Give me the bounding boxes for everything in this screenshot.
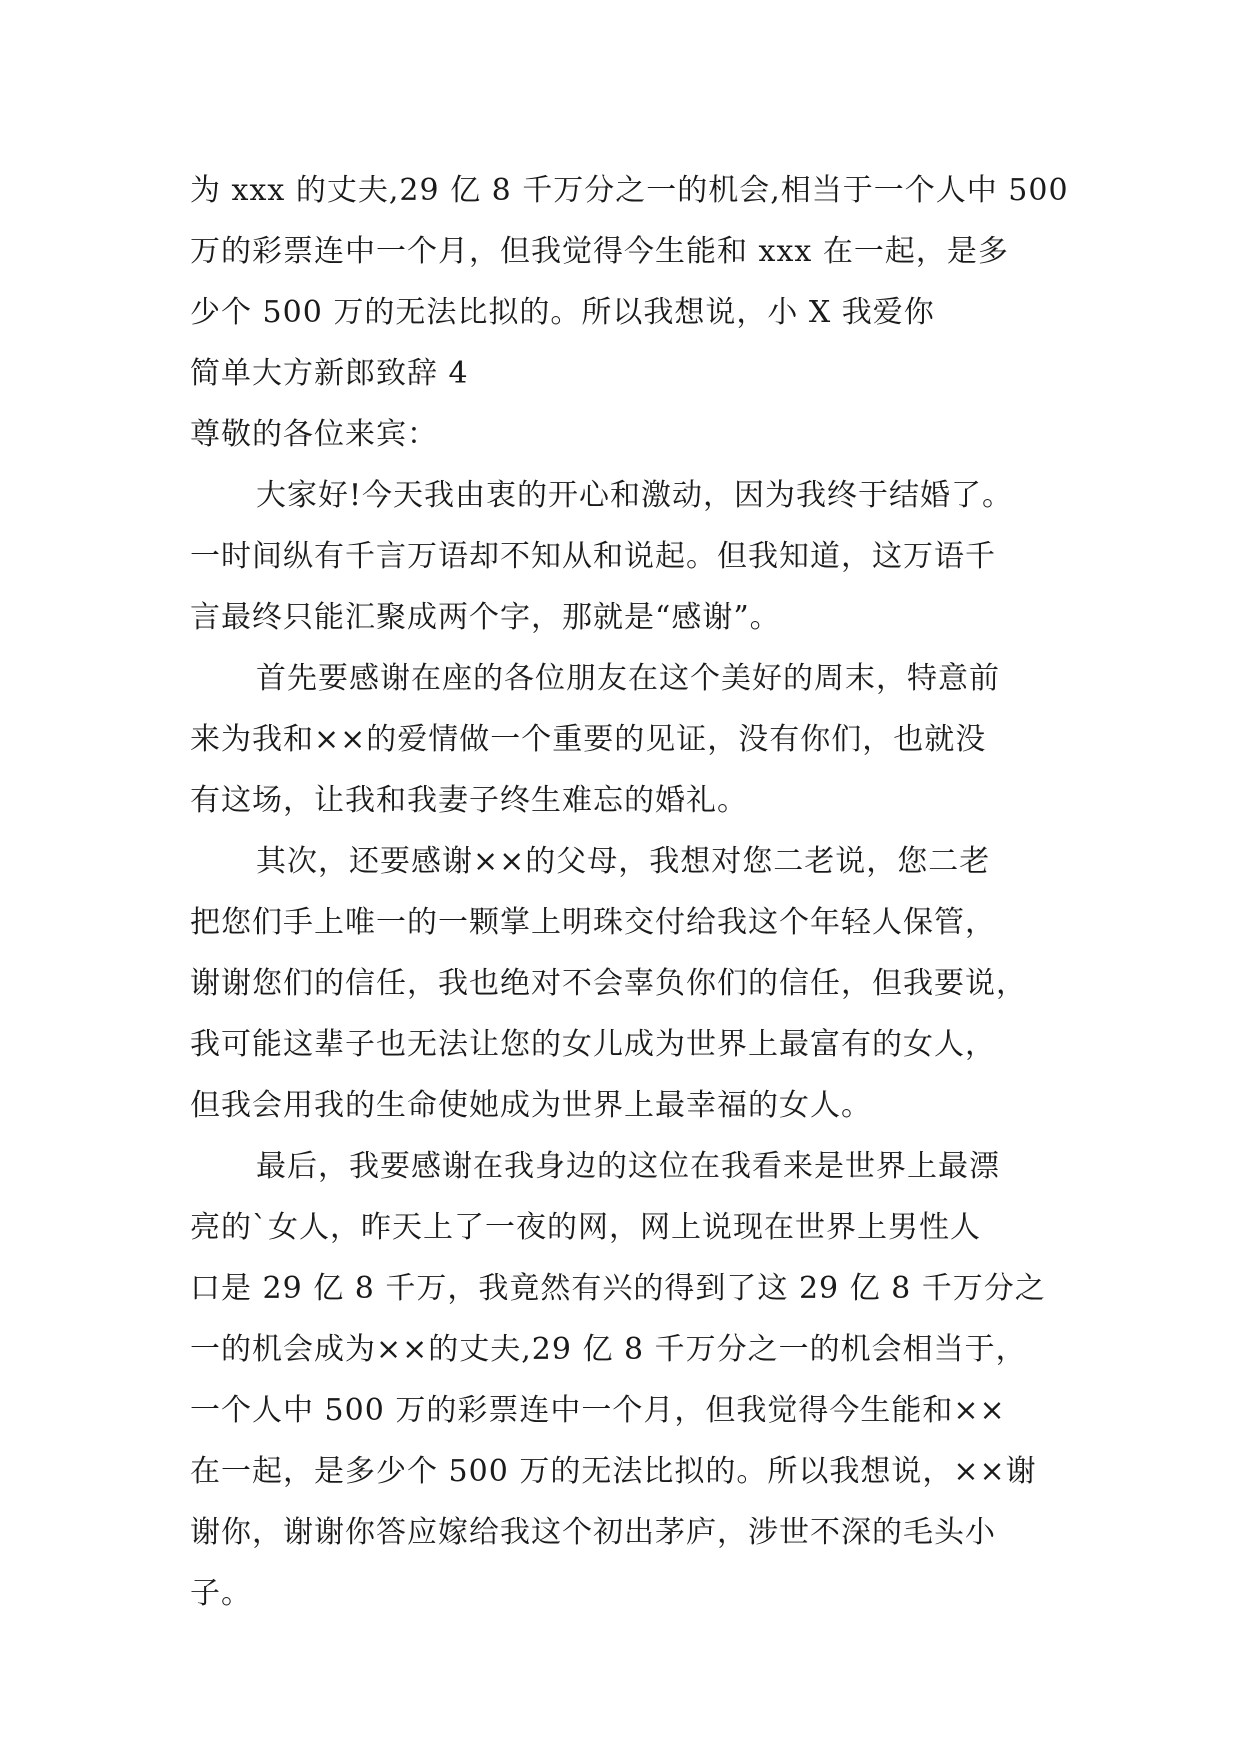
text-line: 我可能这辈子也无法让您的女儿成为世界上最富有的女人， — [190, 1027, 996, 1062]
text-line: 万的彩票连中一个月，但我觉得今生能和 xxx 在一起，是多 — [190, 234, 1009, 269]
text-line: 少个 500 万的无法比拟的。所以我想说，小 X 我爱你 — [190, 295, 935, 330]
text-line: 在一起，是多少个 500 万的无法比拟的。所以我想说，××谢 — [190, 1454, 1037, 1489]
text-line: 一的机会成为××的丈夫,29 亿 8 千万分之一的机会相当于， — [190, 1332, 1027, 1367]
text-line: 来为我和××的爱情做一个重要的见证，没有你们，也就没 — [190, 722, 987, 757]
section-heading: 简单大方新郎致辞 4 — [190, 356, 469, 391]
text-line: 谢你，谢谢你答应嫁给我这个初出茅庐，涉世不深的毛头小 — [190, 1515, 996, 1550]
text-line: 言最终只能汇聚成两个字，那就是“感谢”。 — [190, 600, 781, 635]
text-line: 为 xxx 的丈夫,29 亿 8 千万分之一的机会,相当于一个人中 500 — [190, 173, 1069, 208]
text-line: 子。 — [190, 1576, 252, 1611]
text-line: 有这场，让我和我妻子终生难忘的婚礼。 — [190, 783, 748, 818]
document-body — [190, 160, 1069, 1624]
salutation: 尊敬的各位来宾： — [190, 417, 438, 452]
text-line: 谢谢您们的信任，我也绝对不会辜负你们的信任，但我要说， — [190, 966, 1027, 1001]
paragraph-start: 其次，还要感谢××的父母，我想对您二老说，您二老 — [256, 844, 991, 879]
paragraph-start: 最后，我要感谢在我身边的这位在我看来是世界上最漂 — [256, 1149, 1000, 1184]
text-line: 一时间纵有千言万语却不知从和说起。但我知道，这万语千 — [190, 539, 996, 574]
text-line: 把您们手上唯一的一颗掌上明珠交付给我这个年轻人保管， — [190, 905, 996, 940]
text-line: 一个人中 500 万的彩票连中一个月，但我觉得今生能和×× — [190, 1393, 1006, 1428]
paragraph-start: 首先要感谢在座的各位朋友在这个美好的周末，特意前 — [256, 661, 1000, 696]
paragraph-start: 大家好!今天我由衷的开心和激动，因为我终于结婚了。 — [256, 478, 1014, 513]
text-line: 亮的`女人，昨天上了一夜的网，网上说现在世界上男性人 — [190, 1210, 981, 1245]
text-line: 口是 29 亿 8 千万，我竟然有兴的得到了这 29 亿 8 千万分之 — [190, 1271, 1046, 1306]
text-line: 但我会用我的生命使她成为世界上最幸福的女人。 — [190, 1088, 872, 1123]
